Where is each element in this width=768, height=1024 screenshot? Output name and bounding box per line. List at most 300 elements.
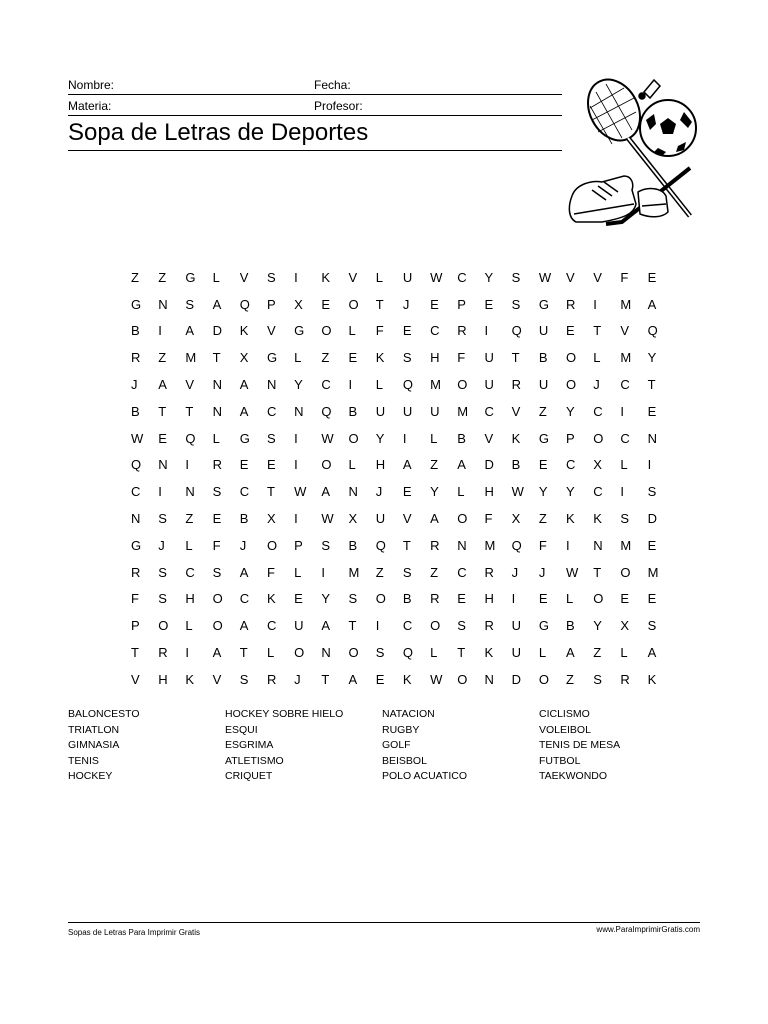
- grid-cell: A: [321, 618, 330, 634]
- grid-cell: S: [266, 269, 276, 285]
- grid-cell: G: [538, 296, 549, 312]
- grid-row: [131, 586, 675, 613]
- grid-cell: N: [212, 377, 222, 393]
- grid-cell: N: [484, 671, 494, 687]
- word-list-item: ATLETISMO: [225, 754, 284, 767]
- grid-cell: A: [457, 457, 466, 473]
- grid-cell: Z: [566, 671, 574, 687]
- grid-cell: E: [430, 296, 439, 312]
- grid-cell: E: [566, 323, 575, 339]
- grid-cell: W: [538, 269, 552, 285]
- grid-cell: Q: [239, 296, 250, 312]
- word-column: [539, 707, 696, 785]
- grid-cell: Q: [402, 645, 413, 661]
- grid-cell: T: [239, 645, 248, 661]
- grid-cell: T: [511, 350, 520, 366]
- grid-cell: T: [402, 537, 411, 553]
- page-footer: [68, 922, 700, 943]
- grid-cell: I: [294, 269, 298, 285]
- grid-cell: J: [239, 537, 247, 553]
- grid-cell: S: [321, 537, 330, 553]
- grid-cell: S: [402, 350, 412, 366]
- grid-cell: J: [131, 377, 138, 393]
- grid-cell: L: [212, 430, 220, 446]
- grid-cell: W: [294, 484, 307, 500]
- word-list-item: TAEKWONDO: [539, 770, 608, 782]
- grid-cell: Z: [185, 511, 194, 527]
- grid-row: [131, 452, 675, 479]
- grid-cell: K: [266, 591, 276, 607]
- grid-cell: I: [593, 296, 597, 312]
- grid-cell: U: [511, 645, 522, 661]
- grid-cell: O: [158, 618, 169, 634]
- grid-cell: N: [348, 484, 358, 500]
- grid-cell: G: [239, 430, 250, 446]
- grid-row: [131, 398, 675, 425]
- grid-cell: J: [375, 484, 383, 500]
- grid-row: [131, 612, 675, 639]
- grid-cell: R: [212, 457, 222, 473]
- grid-cell: Y: [484, 269, 494, 285]
- grid-cell: R: [620, 671, 630, 687]
- grid-cell: J: [158, 537, 165, 553]
- grid-cell: S: [266, 430, 276, 446]
- grid-cell: Q: [375, 537, 386, 553]
- grid-cell: A: [212, 296, 222, 312]
- grid-cell: B: [348, 403, 358, 419]
- grid-cell: I: [566, 537, 570, 553]
- grid-cell: H: [158, 671, 168, 687]
- grid-cell: Z: [430, 564, 439, 580]
- grid-cell: B: [457, 430, 466, 446]
- grid-cell: M: [185, 350, 197, 366]
- grid-cell: T: [212, 350, 221, 366]
- grid-cell: A: [239, 618, 249, 634]
- profesor-label: Profesor:: [314, 99, 363, 113]
- grid-cell: N: [321, 645, 331, 661]
- grid-cell: N: [647, 430, 657, 446]
- header-row-1: [68, 74, 562, 95]
- grid-cell: V: [593, 269, 602, 285]
- grid-cell: T: [158, 403, 167, 419]
- grid-cell: S: [185, 296, 195, 312]
- grid-cell: C: [457, 269, 467, 285]
- grid-cell: J: [593, 377, 600, 393]
- word-list-item: TENIS: [68, 754, 99, 767]
- grid-cell: O: [348, 645, 359, 661]
- materia-label: Materia:: [68, 99, 112, 113]
- grid-row: [131, 371, 675, 398]
- grid-cell: D: [511, 671, 522, 687]
- grid-cell: V: [620, 323, 630, 339]
- grid-cell: U: [375, 403, 386, 419]
- grid-cell: R: [511, 377, 522, 393]
- grid-cell: I: [321, 564, 325, 580]
- grid-cell: F: [212, 537, 221, 553]
- grid-cell: G: [131, 296, 142, 312]
- grid-cell: K: [566, 511, 575, 527]
- grid-cell: I: [294, 511, 298, 527]
- grid-cell: E: [538, 591, 548, 607]
- grid-cell: E: [647, 403, 657, 419]
- grid-cell: I: [402, 430, 407, 446]
- grid-cell: O: [566, 377, 577, 393]
- grid-cell: U: [511, 618, 522, 634]
- grid-cell: I: [158, 323, 162, 339]
- title-row: [68, 116, 562, 151]
- grid-row: [131, 425, 675, 452]
- grid-cell: L: [457, 484, 465, 500]
- grid-cell: M: [620, 537, 632, 553]
- grid-cell: E: [158, 430, 167, 446]
- grid-cell: L: [538, 645, 547, 661]
- grid-cell: L: [185, 618, 193, 634]
- grid-cell: F: [375, 323, 384, 339]
- grid-cell: T: [266, 484, 275, 500]
- grid-cell: Z: [131, 269, 139, 285]
- grid-cell: M: [457, 403, 469, 419]
- grid-cell: J: [538, 564, 546, 580]
- grid-cell: E: [266, 457, 276, 473]
- grid-cell: I: [620, 403, 624, 419]
- grid-cell: G: [131, 537, 142, 553]
- grid-cell: Z: [538, 511, 547, 527]
- grid-cell: C: [593, 403, 603, 419]
- grid-cell: B: [511, 457, 521, 473]
- grid-cell: E: [484, 296, 494, 312]
- grid-cell: E: [647, 537, 657, 553]
- grid-cell: O: [375, 591, 386, 607]
- word-list-item: HOCKEY: [68, 770, 113, 782]
- grid-cell: A: [212, 645, 222, 661]
- grid-cell: S: [511, 269, 521, 285]
- grid-cell: C: [321, 377, 331, 393]
- word-list-item: BEISBOL: [382, 754, 427, 767]
- grid-cell: I: [158, 484, 162, 500]
- grid-row: [131, 559, 675, 586]
- grid-cell: N: [212, 403, 222, 419]
- grid-cell: R: [484, 618, 494, 634]
- grid-cell: X: [620, 618, 630, 634]
- grid-cell: C: [239, 591, 250, 607]
- grid-cell: O: [593, 430, 604, 446]
- grid-cell: V: [484, 430, 494, 446]
- grid-cell: M: [484, 537, 496, 553]
- grid-cell: L: [566, 591, 574, 607]
- grid-row: [131, 532, 675, 559]
- word-list-item: GIMNASIA: [68, 739, 120, 751]
- grid-cell: L: [620, 645, 628, 661]
- grid-cell: E: [294, 591, 303, 607]
- grid-cell: C: [239, 484, 250, 500]
- grid-cell: C: [266, 403, 277, 419]
- grid-cell: O: [294, 645, 305, 661]
- grid-cell: S: [158, 591, 167, 607]
- grid-cell: L: [294, 564, 302, 580]
- grid-cell: R: [430, 591, 440, 607]
- word-list-item: CRIQUET: [225, 770, 273, 782]
- grid-cell: L: [266, 645, 275, 661]
- grid-cell: T: [647, 377, 656, 393]
- grid-cell: G: [185, 269, 196, 285]
- grid-cell: S: [212, 484, 222, 500]
- grid-cell: I: [647, 457, 652, 473]
- grid-cell: P: [294, 537, 303, 553]
- grid-cell: F: [620, 269, 629, 285]
- grid-cell: U: [402, 403, 413, 419]
- grid-cell: P: [131, 618, 140, 634]
- grid-cell: R: [158, 645, 168, 661]
- grid-cell: L: [348, 457, 356, 473]
- grid-cell: S: [158, 564, 167, 580]
- grid-cell: S: [158, 511, 167, 527]
- grid-cell: V: [239, 269, 249, 285]
- grid-cell: A: [239, 377, 249, 393]
- grid-cell: G: [538, 618, 549, 634]
- grid-cell: E: [647, 591, 657, 607]
- grid-cell: K: [647, 671, 657, 687]
- grid-cell: G: [294, 323, 305, 339]
- grid-cell: V: [566, 269, 575, 285]
- grid-cell: O: [266, 537, 278, 553]
- soccer-ball-icon: [640, 100, 696, 156]
- grid-cell: L: [430, 430, 438, 446]
- shuttlecock-icon: [639, 80, 660, 99]
- word-column: [225, 707, 382, 785]
- grid-cell: R: [457, 323, 467, 339]
- grid-cell: L: [593, 350, 601, 366]
- grid-cell: Q: [321, 403, 332, 419]
- grid-cell: U: [375, 511, 386, 527]
- grid-cell: E: [402, 323, 412, 339]
- grid-cell: A: [321, 484, 330, 500]
- grid-cell: O: [457, 671, 468, 687]
- grid-cell: Q: [511, 323, 522, 339]
- grid-cell: U: [402, 269, 413, 285]
- grid-cell: P: [566, 430, 575, 446]
- word-list-item: GOLF: [382, 739, 411, 751]
- grid-cell: S: [375, 645, 385, 661]
- grid-cell: M: [620, 296, 632, 312]
- grid-cell: A: [185, 323, 195, 339]
- grid-cell: O: [457, 377, 468, 393]
- grid-cell: L: [294, 350, 302, 366]
- header-row-2: [68, 95, 562, 116]
- grid-cell: Q: [185, 430, 196, 446]
- grid-cell: G: [538, 430, 549, 446]
- grid-cell: N: [185, 484, 195, 500]
- grid-cell: T: [375, 296, 384, 312]
- grid-row: [131, 478, 675, 505]
- word-list-item: TRIATLON: [68, 723, 120, 736]
- grid-cell: Z: [158, 269, 167, 285]
- grid-cell: M: [620, 350, 632, 366]
- grid-cell: W: [430, 671, 443, 687]
- grid-cell: B: [566, 618, 575, 634]
- grid-cell: N: [131, 511, 141, 527]
- grid-cell: W: [131, 430, 144, 446]
- grid-cell: S: [647, 618, 657, 634]
- grid-cell: S: [212, 564, 222, 580]
- grid-cell: X: [348, 511, 358, 527]
- grid-row: [131, 291, 675, 318]
- grid-cell: W: [321, 511, 334, 527]
- grid-cell: E: [647, 269, 657, 285]
- grid-cell: C: [484, 403, 494, 419]
- word-list-item: VOLEIBOL: [539, 723, 591, 736]
- grid-cell: K: [375, 350, 385, 366]
- grid-cell: O: [321, 457, 332, 473]
- word-list-item: NATACION: [382, 708, 435, 720]
- grid-cell: Y: [593, 618, 602, 634]
- grid-cell: C: [185, 564, 195, 580]
- grid-cell: I: [375, 618, 380, 634]
- word-list-item: POLO ACUATICO: [382, 770, 467, 782]
- grid-cell: U: [538, 323, 549, 339]
- grid-cell: T: [593, 564, 602, 580]
- grid-cell: O: [457, 511, 468, 527]
- word-column: [68, 707, 225, 785]
- grid-cell: P: [457, 296, 466, 312]
- grid-cell: O: [348, 296, 359, 312]
- grid-cell: W: [511, 484, 524, 500]
- grid-cell: Y: [647, 350, 657, 366]
- grid-row: [131, 318, 675, 345]
- grid-cell: D: [212, 323, 222, 339]
- grid-cell: O: [212, 591, 223, 607]
- grid-cell: C: [620, 430, 630, 446]
- grid-cell: J: [511, 564, 519, 580]
- grid-cell: V: [511, 403, 521, 419]
- grid-cell: Z: [430, 457, 439, 473]
- grid-cell: E: [620, 591, 630, 607]
- footer-left-text: Sopas de Letras Para Imprimir Gratis: [68, 928, 201, 937]
- grid-cell: T: [593, 323, 602, 339]
- grid-cell: D: [647, 511, 657, 527]
- grid-cell: F: [538, 537, 547, 553]
- grid-cell: O: [538, 671, 549, 687]
- grid-cell: L: [620, 457, 628, 473]
- grid-cell: E: [375, 671, 385, 687]
- grid-cell: U: [294, 618, 304, 634]
- grid-cell: Q: [402, 377, 413, 393]
- word-search-grid: [131, 264, 675, 693]
- grid-cell: F: [266, 564, 275, 580]
- grid-cell: I: [620, 484, 624, 500]
- grid-cell: I: [185, 457, 189, 473]
- grid-cell: E: [348, 350, 358, 366]
- grid-cell: Z: [538, 403, 547, 419]
- grid-cell: X: [511, 511, 521, 527]
- word-list-item: ESGRIMA: [225, 739, 274, 751]
- grid-cell: K: [402, 671, 412, 687]
- grid-cell: V: [402, 511, 412, 527]
- grid-row: [131, 666, 675, 693]
- grid-cell: D: [484, 457, 494, 473]
- grid-cell: J: [402, 296, 410, 312]
- grid-cell: A: [647, 296, 657, 312]
- grid-cell: L: [430, 645, 438, 661]
- grid-cell: Y: [375, 430, 385, 446]
- grid-cell: O: [321, 323, 332, 339]
- grid-cell: H: [484, 591, 494, 607]
- grid-cell: Q: [511, 537, 522, 553]
- grid-cell: S: [348, 591, 358, 607]
- grid-cell: Y: [430, 484, 439, 500]
- grid-cell: L: [185, 537, 193, 553]
- grid-cell: V: [212, 671, 222, 687]
- grid-cell: L: [348, 323, 356, 339]
- grid-cell: R: [266, 671, 277, 687]
- grid-cell: S: [593, 671, 602, 687]
- grid-cell: A: [402, 457, 412, 473]
- grid-cell: N: [158, 296, 168, 312]
- grid-cell: B: [131, 403, 140, 419]
- grid-cell: T: [348, 618, 357, 634]
- grid-cell: B: [348, 537, 358, 553]
- grid-cell: S: [647, 484, 657, 500]
- grid-cell: C: [402, 618, 413, 634]
- grid-cell: P: [266, 296, 276, 312]
- grid-cell: R: [131, 350, 141, 366]
- grid-cell: K: [511, 430, 521, 446]
- grid-cell: A: [158, 377, 167, 393]
- word-list-item: HOCKEY SOBRE HIELO: [225, 708, 344, 720]
- grid-cell: R: [566, 296, 576, 312]
- grid-cell: E: [538, 457, 548, 473]
- grid-cell: J: [294, 671, 301, 687]
- grid-cell: H: [375, 457, 386, 473]
- grid-cell: C: [593, 484, 603, 500]
- grid-cell: O: [348, 430, 359, 446]
- grid-cell: K: [185, 671, 195, 687]
- grid-cell: M: [348, 564, 360, 580]
- grid-cell: T: [185, 403, 194, 419]
- grid-cell: C: [131, 484, 141, 500]
- grid-cell: S: [457, 618, 466, 634]
- grid-cell: A: [239, 564, 249, 580]
- grid-cell: I: [294, 457, 298, 473]
- grid-cell: C: [266, 618, 277, 634]
- grid-cell: X: [294, 296, 303, 312]
- word-column: [382, 707, 539, 785]
- grid-cell: A: [430, 511, 439, 527]
- grid-cell: L: [212, 269, 220, 285]
- grid-cell: U: [484, 350, 494, 366]
- grid-cell: E: [457, 591, 466, 607]
- grid-cell: O: [212, 618, 223, 634]
- grid-cell: X: [239, 350, 249, 366]
- grid-cell: C: [566, 457, 576, 473]
- grid-cell: Y: [294, 377, 303, 393]
- word-list: [68, 707, 696, 785]
- grid-cell: N: [158, 457, 168, 473]
- grid-cell: Y: [538, 484, 548, 500]
- grid-cell: E: [239, 457, 249, 473]
- grid-cell: A: [348, 671, 358, 687]
- grid-cell: E: [321, 296, 330, 312]
- grid-cell: H: [484, 484, 494, 500]
- grid-cell: S: [402, 564, 412, 580]
- grid-cell: X: [593, 457, 602, 473]
- grid-cell: C: [430, 323, 440, 339]
- grid-cell: Q: [131, 457, 142, 473]
- grid-cell: W: [321, 430, 334, 446]
- word-list-item: ESQUI: [225, 723, 258, 736]
- grid-cell: R: [430, 537, 440, 553]
- grid-cell: O: [593, 591, 604, 607]
- word-list-item: BALONCESTO: [68, 708, 140, 720]
